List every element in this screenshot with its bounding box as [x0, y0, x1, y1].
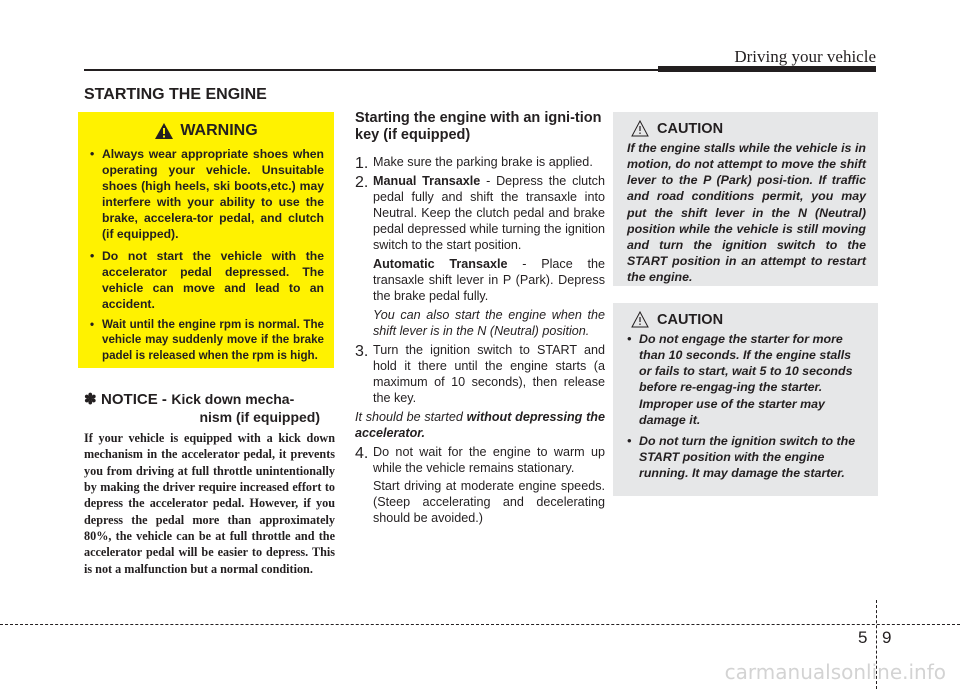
warning-list — [88, 146, 324, 363]
start-note-prefix: It should be started — [355, 409, 463, 424]
warning-box — [78, 112, 334, 368]
step-3 — [355, 343, 605, 407]
ignition-section — [355, 110, 605, 530]
caution-box-starter — [613, 303, 878, 496]
automatic-transaxle-label: Automatic Transaxle — [373, 256, 508, 271]
warning-item: • Always wear appropriate shoes when operating your vehicle. Unsuitable shoes (high heels, ski boots,etc.) may interfere with your ability to use the brake, accelera-tor pedal, and clutch (if equipped). — [88, 146, 324, 243]
notice-title-line1: Kick down mecha- — [171, 391, 295, 407]
section-title: STARTING THE ENGINE — [84, 86, 267, 103]
step-text: Make sure the parking brake is applied. — [373, 154, 593, 169]
caution-triangle-icon — [631, 120, 649, 137]
automatic-transaxle-body: - Place the transaxle shift lever in P (Park). Depress the brake pedal fully. — [373, 256, 606, 303]
notice-symbol: ✽ — [84, 391, 97, 408]
automatic-transaxle-text — [373, 257, 605, 305]
header-rule-accent — [658, 66, 876, 72]
notice-label: NOTICE - — [101, 391, 167, 408]
page-number: 9 — [882, 628, 892, 647]
caution-item: • Do not turn the ignition switch to the START position with the engine running. It may damage the starter. — [627, 433, 866, 481]
step-number: 3. — [355, 342, 369, 360]
warning-item: • Do not start the vehicle with the accelerator pedal depressed. The vehicle can move and lead to an accident. — [88, 248, 324, 312]
notice-title-line2: nism (if equipped) — [199, 409, 320, 425]
caution-box-stall — [613, 112, 878, 286]
footer-rule — [0, 624, 960, 625]
step-2 — [355, 174, 605, 340]
ignition-title: Starting the engine with an igni-tion key (if equipped) — [355, 110, 602, 144]
manual-transaxle-body: - Depress the clutch pedal fully and shift the transaxle into Neutral. Keep the clutch pedal and brake pedal depressed while turning the ignition switch to the start position. — [373, 173, 605, 252]
start-note-emphasis: without depressing the accelerator. — [355, 409, 605, 440]
warning-title: WARNING — [180, 122, 258, 139]
caution-header — [627, 311, 866, 328]
step-1 — [355, 155, 605, 171]
caution-title: CAUTION — [657, 120, 724, 137]
caution-title: CAUTION — [657, 311, 724, 328]
watermark: carmanualsonline.info — [724, 660, 946, 684]
step-number: 4. — [355, 444, 369, 462]
step-subtext: Start driving at moderate engine speeds. (Steep accelerating and decelerating should be avoided.) — [373, 479, 605, 526]
caution-text: If the engine stalls while the vehicle is in motion, do not attempt to move the shift lever to the P (Park) posi-tion. If traffic and road conditions permit, you may put the shift lever in the N (Neutral) position while the vehicle is still moving and turn the ignition switch to the START position in an attempt to restart the engine. — [627, 141, 866, 284]
step-number: 2. — [355, 173, 369, 191]
caution-list — [627, 331, 866, 481]
notice-heading — [84, 390, 334, 425]
step-text: Do not wait for the engine to warm up while the vehicle remains stationary. — [373, 444, 605, 475]
step-4 — [355, 445, 605, 528]
warning-item: • Wait until the engine rpm is normal. The vehicle may suddenly move if the brake padel is released when the rpm is high. — [88, 317, 324, 363]
section-number: 5 — [858, 628, 868, 647]
step-number: 1. — [355, 154, 369, 172]
caution-header — [627, 120, 866, 137]
step-text: Turn the ignition switch to START and hold it there until the engine starts (a maximum of 10 seconds), then release the key. — [373, 342, 605, 405]
chapter-title: Driving your vehicle — [734, 47, 876, 66]
manual-transaxle-text — [373, 174, 605, 254]
caution-item: • Do not engage the starter for more than 10 seconds. If the engine stalls or fails to start, wait 5 to 10 seconds before re-engag-ing the starter. Improper use of the starter may damage it. — [627, 331, 866, 428]
manual-transaxle-label: Manual Transaxle — [373, 173, 481, 188]
warning-header — [88, 122, 324, 140]
start-note — [355, 410, 605, 442]
caution-triangle-icon — [631, 311, 649, 328]
neutral-note: You can also start the engine when the shift lever is in the N (Neutral) position. — [373, 307, 605, 338]
notice-body: If your vehicle is equipped with a kick down mechanism in the accelerator pedal, it prevents you from driving at full throttle unintentionally by making the driver require increased effort to depress the accelerator pedal. However, if you depress the pedal more than approximately 80%, the vehicle can be at full throttle and the accelerator pedal will be easier to depress. This is not a malfunction but a normal condition. — [84, 431, 335, 576]
warning-triangle-icon — [154, 122, 174, 140]
